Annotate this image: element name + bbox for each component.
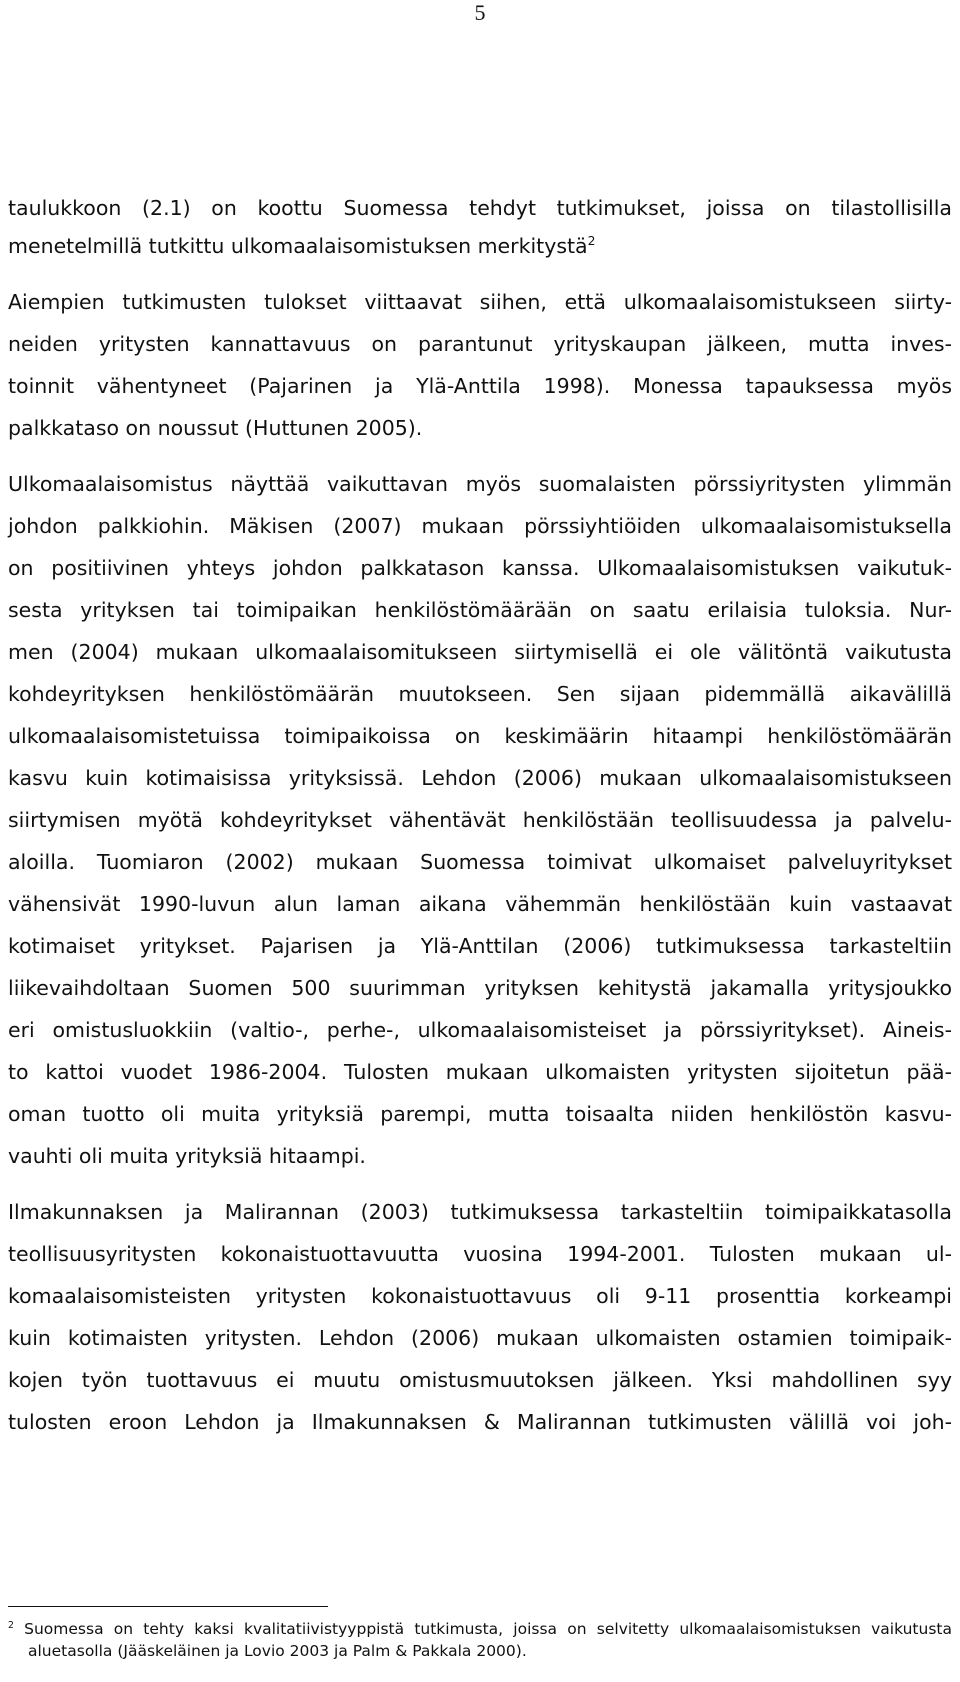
text-line: kohdeyrityksen henkilöstömäärän muutokseen. Sen sijaan pidemmällä aikavälillä [8, 682, 952, 706]
footnote-marker: 2 [8, 1619, 14, 1631]
footnote-line [8, 1618, 952, 1640]
text-line: ulkomaalaisomistetuissa toimipaikoissa on keskimäärin hitaampi henkilöstömäärän [8, 724, 952, 748]
text-line: neiden yritysten kannattavuus on parantunut yrityskaupan jälkeen, mutta inves- [8, 332, 952, 356]
text-line: liikevaihdoltaan Suomen 500 suurimman yrityksen kehitystä jakamalla yritysjoukko [8, 976, 952, 1000]
text-line: men (2004) mukaan ulkomaalaisomitukseen siirtymisellä ei ole välitöntä vaikutusta [8, 640, 952, 664]
text-line: kasvu kuin kotimaisissa yrityksissä. Lehdon (2006) mukaan ulkomaalaisomistukseen [8, 766, 952, 790]
text-line: komaalaisomisteisten yritysten kokonaistuottavuus oli 9-11 prosenttia korkeampi [8, 1284, 952, 1308]
footnote-line: aluetasolla (Jääskeläinen ja Lovio 2003 ja Palm & Pakkala 2000). [28, 1642, 527, 1660]
text-line: sesta yrityksen tai toimipaikan henkilöstömäärään on saatu erilaisia tuloksia. Nur- [8, 598, 952, 622]
text-line: to kattoi vuodet 1986-2004. Tulosten mukaan ulkomaisten yritysten sijoitetun pää- [8, 1060, 952, 1084]
text-line-content: menetelmillä tutkittu ulkomaalaisomistuksen merkitystä [8, 234, 588, 258]
text-line: vauhti oli muita yrityksiä hitaampi. [8, 1144, 366, 1168]
text-line: vähensivät 1990-luvun alun laman aikana vähemmän henkilöstään kuin vastaavat [8, 892, 952, 916]
text-line: tulosten eroon Lehdon ja Ilmakunnaksen & Malirannan tutkimusten välillä voi joh- [8, 1410, 952, 1434]
text-line: toinnit vähentyneet (Pajarinen ja Ylä-Anttila 1998). Monessa tapauksessa myös [8, 374, 952, 398]
text-line: siirtymisen myötä kohdeyritykset vähentävät henkilöstään teollisuudessa ja palvelu- [8, 808, 952, 832]
footnote-text: Suomessa on tehty kaksi kvalitatiivistyyppistä tutkimusta, joissa on selvitetty ulkomaalaisomistuksen vaikutusta [24, 1620, 952, 1638]
text-line: palkkataso on noussut (Huttunen 2005). [8, 416, 423, 440]
text-line: aloilla. Tuomiaron (2002) mukaan Suomessa toimivat ulkomaiset palveluyritykset [8, 850, 952, 874]
footnote-separator [8, 1606, 328, 1607]
text-line: eri omistusluokkiin (valtio-, perhe-, ulkomaalaisomisteiset ja pörssiyritykset). Aineis- [8, 1018, 952, 1042]
footnote-reference: 2 [587, 234, 596, 249]
text-line: kuin kotimaisten yritysten. Lehdon (2006) mukaan ulkomaisten ostamien toimipaik- [8, 1326, 952, 1350]
text-line: johdon palkkiohin. Mäkisen (2007) mukaan pörssiyhtiöiden ulkomaalaisomistuksella [8, 514, 952, 538]
page-number: 5 [474, 0, 486, 25]
text-line-with-footnote-ref [8, 231, 952, 261]
text-line: taulukkoon (2.1) on koottu Suomessa tehdyt tutkimukset, joissa on tilastollisilla [8, 196, 952, 220]
text-line: kotimaiset yritykset. Pajarisen ja Ylä-Anttilan (2006) tutkimuksessa tarkasteltiin [8, 934, 952, 958]
text-line: Aiempien tutkimusten tulokset viittaavat siihen, että ulkomaalaisomistukseen siirty- [8, 290, 952, 314]
text-line: kojen työn tuottavuus ei muutu omistusmuutoksen jälkeen. Yksi mahdollinen syy [8, 1368, 952, 1392]
text-line: oman tuotto oli muita yrityksiä parempi, mutta toisaalta niiden henkilöstön kasvu- [8, 1102, 952, 1126]
text-line: Ulkomaalaisomistus näyttää vaikuttavan myös suomalaisten pörssiyritysten ylimmän [8, 472, 952, 496]
text-line: Ilmakunnaksen ja Malirannan (2003) tutkimuksessa tarkasteltiin toimipaikkatasolla [8, 1200, 952, 1224]
text-line: teollisuusyritysten kokonaistuottavuutta vuosina 1994-2001. Tulosten mukaan ul- [8, 1242, 952, 1266]
text-line: on positiivinen yhteys johdon palkkatason kanssa. Ulkomaalaisomistuksen vaikutuk- [8, 556, 952, 580]
